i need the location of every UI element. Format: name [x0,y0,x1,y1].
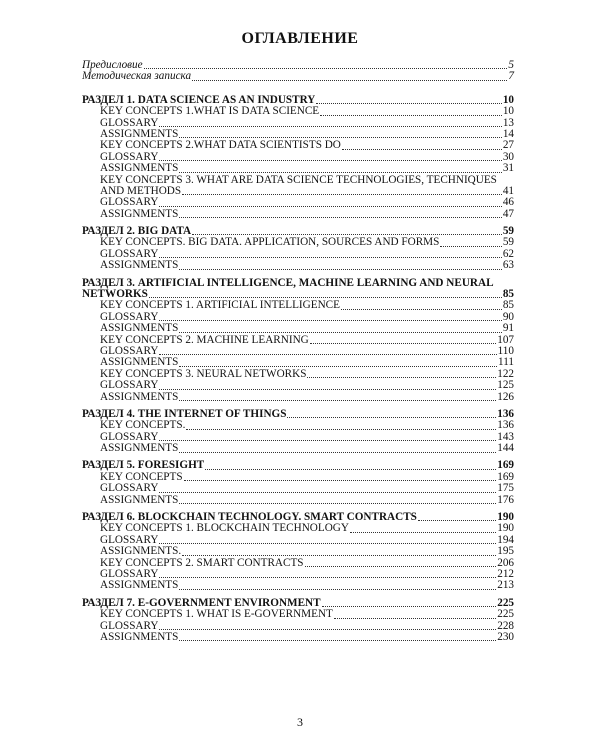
toc-entry[interactable] [82,186,514,197]
toc-entry-label: РАЗДЕЛ 7. E-GOVERNMENT ENVIRONMENT [82,597,321,609]
toc-entry-page: 46 [502,196,514,209]
toc-entry-page: 225 [497,608,514,621]
toc-entry-page: 143 [497,430,514,443]
toc-entry-label: РАЗДЕЛ 1. DATA SCIENCE AS AN INDUSTRY [82,94,316,106]
toc-entry[interactable] [82,237,514,248]
toc-entry-label: РАЗДЕЛ 4. THE INTERNET OF THINGS [82,408,287,420]
toc-dot-leader [184,480,497,481]
toc-entry[interactable] [82,483,514,494]
toc-spacer [82,83,514,89]
toc-section-entry[interactable] [82,598,514,609]
toc-entry-label: GLOSSARY [100,620,159,632]
toc-entry-page: 136 [497,419,514,432]
toc-dot-leader [310,343,496,344]
toc-entry-label: GLOSSARY [100,248,159,260]
toc-entry-label: GLOSSARY [100,311,159,323]
toc-entry-page: 85 [502,288,514,301]
toc-dot-leader [316,103,501,104]
toc-entry-page: 31 [502,162,514,175]
toc-dot-leader [159,257,501,258]
toc-dot-leader [205,469,496,470]
toc-entry[interactable] [82,335,514,346]
toc-entry-label: РАЗДЕЛ 5. FORESIGHT [82,460,205,472]
toc-entry[interactable] [82,346,514,357]
toc-entry-label: KEY CONCEPTS 3. NEURAL NETWORKS [100,368,307,380]
toc-entry-label: GLOSSARY [100,380,159,392]
toc-entry-label: KEY CONCEPTS 2. MACHINE LEARNING [100,334,309,346]
toc-entry-page: 59 [502,225,514,238]
toc-entry-label: GLOSSARY [100,197,159,209]
toc-entry[interactable] [82,369,514,380]
toc-entry-label: ASSIGNMENTS [100,494,179,506]
toc-dot-leader [179,217,501,218]
toc-entry-label: ASSIGNMENTS [100,631,179,643]
toc-entry-label: NETWORKS [82,289,148,301]
toc-entry[interactable] [82,175,514,186]
toc-dot-leader [159,629,496,630]
toc-entry[interactable] [82,523,514,534]
toc-dot-leader [179,589,496,590]
toc-entry-label: KEY CONCEPTS 3. WHAT ARE DATA SCIENCE TECHNOLOGIES, TECHNIQUES [100,174,497,186]
toc-entry[interactable] [82,249,514,260]
toc-entry[interactable] [82,197,514,208]
toc-dot-leader [149,297,502,298]
toc-entry-label: KEY CONCEPTS 1. WHAT IS E-GOVERNMENT [100,609,333,621]
toc-dot-leader [179,366,497,367]
toc-section-entry[interactable] [82,95,514,106]
toc-entry-page: 175 [497,482,514,495]
toc-entry[interactable] [82,392,514,403]
toc-dot-leader [159,440,496,441]
toc-entry-label: GLOSSARY [100,117,159,129]
toc-entry[interactable] [82,300,514,311]
toc-dot-leader [179,503,496,504]
toc-entry[interactable] [82,209,514,220]
toc-dot-leader [179,172,501,173]
toc-entry-page: 213 [497,579,514,592]
toc-entry-label: РАЗДЕЛ 2. BIG DATA [82,226,192,238]
toc-entry-page: 107 [497,333,514,346]
toc-entry-label: KEY CONCEPTS 1. ARTIFICIAL INTELLIGENCE [100,300,340,312]
toc-entry[interactable] [82,323,514,334]
toc-entry[interactable] [82,546,514,557]
toc-dot-leader [182,194,502,195]
toc-dot-leader [159,543,496,544]
toc-dot-leader [144,68,508,69]
toc-entry[interactable] [82,106,514,117]
toc-entry-page: 125 [497,379,514,392]
toc-entry-page: 212 [497,568,514,580]
toc-dot-leader [305,566,497,567]
toc-entry[interactable] [82,443,514,454]
toc-entry-page: 136 [497,407,514,420]
table-of-contents [82,60,514,643]
toc-dot-leader [159,354,496,355]
toc-entry-label: Предисловие [82,59,143,71]
toc-entry-label: РАЗДЕЛ 6. BLOCKCHAIN TECHNOLOGY. SMART CONTRACTS [82,512,417,524]
toc-entry-label: KEY CONCEPTS. [100,420,186,432]
toc-entry-label: KEY CONCEPTS 1.WHAT IS DATA SCIENCE [100,106,320,118]
toc-entry-page: 91 [502,322,514,335]
toc-section-entry[interactable] [82,461,514,472]
toc-dot-leader [179,452,496,453]
toc-entry[interactable] [82,152,514,163]
toc-entry-label: ASSIGNMENTS [100,443,179,455]
toc-dot-leader [182,555,496,556]
toc-dot-leader [320,115,502,116]
toc-entry-page: 169 [497,470,514,483]
toc-entry-page: 144 [497,442,514,455]
toc-section-entry[interactable] [82,512,514,523]
toc-entry-label: GLOSSARY [100,345,159,357]
toc-entry-page: 14 [502,127,514,140]
toc-entry[interactable] [82,558,514,569]
toc-entry-label: KEY CONCEPTS 2.WHAT DATA SCIENTISTS DO [100,140,341,152]
toc-entry[interactable] [82,118,514,129]
toc-entry[interactable] [82,260,514,271]
toc-entry[interactable] [82,621,514,632]
toc-entry-label: ASSIGNMENTS [100,163,179,175]
toc-entry[interactable] [82,472,514,483]
toc-entry[interactable] [82,380,514,391]
toc-dot-leader [334,618,496,619]
page-number: 3 [297,715,303,729]
toc-entry-label: ASSIGNMENTS [100,260,179,272]
toc-entry-page: 110 [497,344,514,357]
toc-dot-leader [159,389,496,390]
toc-entry-page: 47 [502,207,514,220]
toc-entry-label: KEY CONCEPTS 1. BLOCKCHAIN TECHNOLOGY [100,523,349,535]
toc-entry[interactable] [82,357,514,368]
toc-entry-page: 194 [497,533,514,546]
toc-entry-label: ASSIGNMENTS [100,128,179,140]
toc-entry-label: ASSIGNMENTS. [100,546,182,558]
toc-dot-leader [179,269,501,270]
toc-entry-page: 63 [502,259,514,272]
toc-entry[interactable] [82,495,514,506]
toc-dot-leader [159,577,496,578]
toc-dot-leader [341,309,502,310]
toc-entry-label: KEY CONCEPTS. BIG DATA. APPLICATION, SOURCES AND FORMS [100,237,440,249]
toc-entry[interactable] [82,60,514,71]
toc-dot-leader [179,400,496,401]
toc-entry-page: 126 [497,390,514,403]
toc-entry-page: 230 [497,630,514,643]
toc-section-entry[interactable] [82,226,514,237]
toc-entry[interactable] [82,580,514,591]
toc-entry[interactable] [82,140,514,151]
toc-entry-label: ASSIGNMENTS [100,580,179,592]
toc-dot-leader [440,246,501,247]
toc-entry-label: KEY CONCEPTS 2. SMART CONTRACTS [100,557,304,569]
toc-entry-page: 59 [502,236,514,249]
toc-dot-leader [159,126,501,127]
toc-entry-page: 10 [502,93,514,106]
toc-entry-label: ASSIGNMENTS [100,357,179,369]
toc-entry-label: GLOSSARY [100,151,159,163]
toc-entry-page: 225 [497,596,514,609]
toc-dot-leader [307,377,496,378]
toc-entry-page: 190 [497,522,514,535]
toc-dot-leader [159,492,496,493]
toc-entry[interactable] [82,569,514,580]
toc-entry-page: 30 [502,150,514,163]
toc-dot-leader [159,206,501,207]
toc-entry-label: KEY CONCEPTS [100,471,183,483]
toc-entry-label: AND METHODS [100,185,182,197]
toc-dot-leader [179,640,496,641]
toc-entry-page: 85 [502,299,514,312]
toc-entry-page: 41 [502,184,514,197]
toc-entry[interactable] [82,535,514,546]
toc-entry-label: ASSIGNMENTS [100,391,179,403]
toc-entry-page: 10 [502,105,514,118]
toc-entry-page: 27 [502,139,514,152]
toc-dot-leader [192,234,502,235]
toc-dot-leader [186,429,496,430]
toc-dot-leader [350,532,496,533]
toc-dot-leader [179,137,501,138]
toc-entry[interactable] [82,163,514,174]
toc-entry[interactable] [82,129,514,140]
toc-entry-label: РАЗДЕЛ 3. ARTIFICIAL INTELLIGENCE, MACHINE LEARNING AND NEURAL [82,277,494,289]
toc-entry[interactable] [82,420,514,431]
toc-section-entry[interactable] [82,409,514,420]
toc-entry-page: 206 [497,556,514,569]
toc-dot-leader [342,149,502,150]
toc-entry-label: GLOSSARY [100,534,159,546]
toc-section-entry[interactable] [82,289,514,300]
toc-dot-leader [159,320,501,321]
page-title: ОГЛАВЛЕНИЕ [241,30,359,47]
toc-entry-label: GLOSSARY [100,569,159,580]
toc-entry[interactable] [82,312,514,323]
toc-dot-leader [192,80,507,81]
toc-entry-label: GLOSSARY [100,483,159,495]
toc-entry-label: Методическая записка [82,71,192,83]
toc-entry-page: 169 [497,459,514,472]
toc-section-entry[interactable] [82,278,514,289]
toc-entry-label: GLOSSARY [100,431,159,443]
toc-entry[interactable] [82,71,514,82]
toc-entry-page: 176 [497,493,514,506]
toc-entry-page: 122 [497,367,514,380]
toc-entry-page: 228 [497,619,514,632]
toc-entry-page: 13 [502,116,514,129]
toc-entry-page: 5 [508,58,514,71]
toc-entry-label: ASSIGNMENTS [100,208,179,220]
toc-entry-page: 7 [508,70,514,83]
toc-entry-page: 190 [497,511,514,524]
toc-entry-page: 111 [498,356,514,369]
toc-dot-leader [418,520,496,521]
toc-entry[interactable] [82,432,514,443]
toc-entry[interactable] [82,632,514,643]
toc-dot-leader [287,417,496,418]
toc-entry-page: 90 [502,310,514,323]
toc-entry-label: ASSIGNMENTS [100,323,179,335]
toc-entry[interactable] [82,609,514,620]
toc-dot-leader [179,332,501,333]
toc-entry-page: 62 [502,247,514,260]
toc-dot-leader [159,160,501,161]
toc-entry-page: 195 [497,545,514,558]
toc-dot-leader [322,606,497,607]
